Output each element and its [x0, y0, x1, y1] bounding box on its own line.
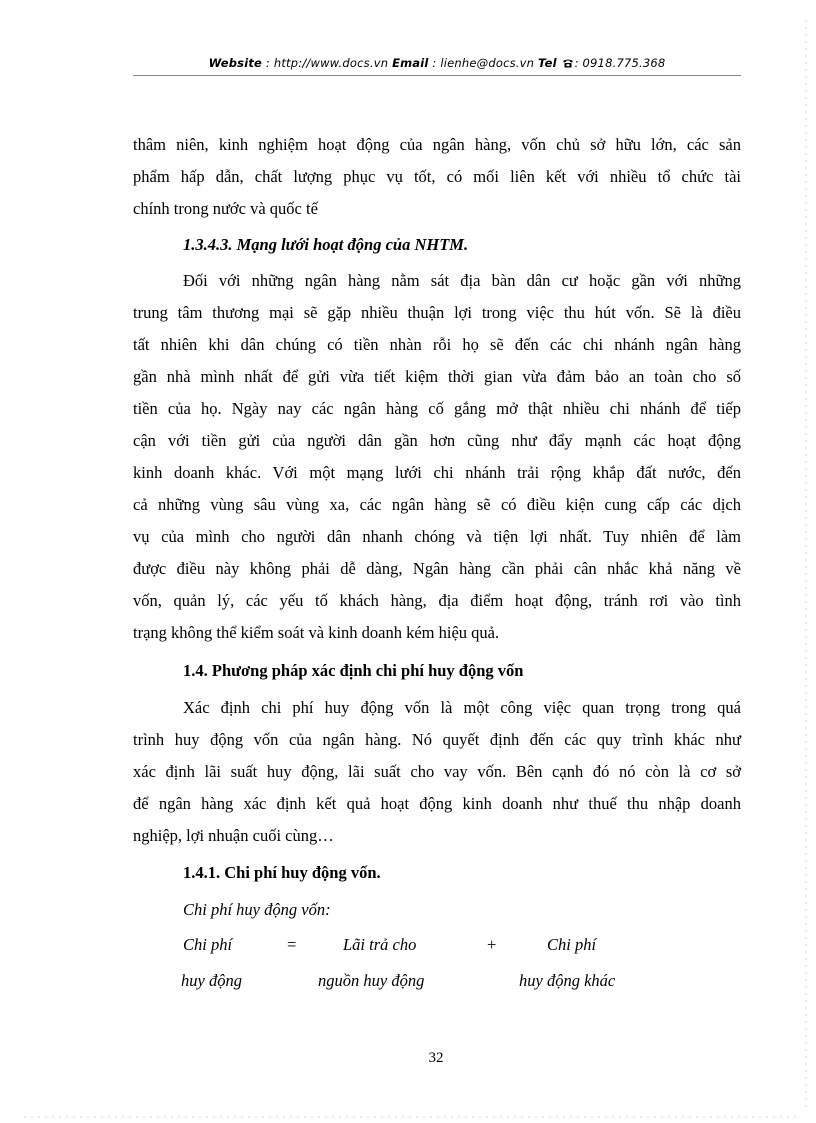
text-line: được điều này không phải dễ dàng, Ngân hàng cần phải cân nhắc khả năng về [133, 559, 741, 578]
text-line: cận với tiền gửi của người dân gần hơn cũng như đẩy mạnh các hoạt động [133, 431, 741, 450]
text-line: để ngân hàng xác định kết quả hoạt động kinh doanh như thuế thu nhập doanh [133, 794, 741, 813]
text-line: vụ của mình cho người dân nhanh chóng và tiện lợi nhất. Tuy nhiên để làm [133, 527, 741, 546]
text-line: kinh doanh khác. Với một mạng lưới chi nhánh trải rộng khắp đất nước, đến [133, 463, 741, 482]
formula-term-cost-line2: huy động [181, 971, 242, 990]
text-line: trung tâm thương mại sẽ gặp nhiều thuận lợi trong việc thu hút vốn. Sẽ là điều [133, 303, 741, 322]
text-line: chính trong nước và quốc tế [133, 199, 318, 218]
email-address[interactable]: : lienhe@docs.vn [428, 56, 539, 70]
formula-term-other-cost: Chi phí [547, 935, 597, 954]
text-line: xác định lãi suất huy động, lãi suất cho vay vốn. Bên cạnh đó nó còn là cơ sở [133, 762, 741, 781]
formula-intro: Chi phí huy động vốn: [183, 900, 331, 919]
text-line: thâm niên, kinh nghiệm hoạt động của ngân hàng, vốn chủ sở hữu lớn, các sản [133, 135, 741, 154]
text-line: phẩm hấp dẫn, chất lượng phục vụ tốt, có mối liên kết với nhiều tổ chức tài [133, 167, 741, 186]
formula-term-other-cost-line2: huy động khác [519, 971, 616, 990]
text-line: tất nhiên khi dân chúng có tiền nhàn rỗi họ sẽ đến các chi nhánh ngân hàng [133, 335, 741, 354]
text-line: nghiệp, lợi nhuận cuối cùng… [133, 826, 334, 845]
email-label: Email [392, 56, 429, 70]
text-line: vốn, quản lý, các yếu tố khách hàng, địa điểm hoạt động, tránh rơi vào tình [133, 591, 741, 610]
website-label: Website [208, 56, 263, 70]
section-heading-1-4: 1.4. Phương pháp xác định chi phí huy động vốn [183, 661, 524, 680]
page-number: 32 [428, 1050, 444, 1066]
header-divider [133, 75, 741, 76]
website-url[interactable]: : http://www.docs.vn [262, 56, 393, 70]
text-line: gần nhà mình nhất để gửi vừa tiết kiệm thời gian vừa đảm bảo an toàn cho số [133, 367, 741, 386]
formula-term-interest-line2: nguồn huy động [318, 971, 425, 990]
section-heading-1-3-4-3: 1.3.4.3. Mạng lưới hoạt động của NHTM. [183, 235, 469, 254]
tel-number: : 0918.775.368 [574, 56, 666, 70]
page-header [133, 56, 741, 70]
text-line: Xác định chi phí huy động vốn là một công việc quan trọng trong quá [183, 698, 741, 717]
text-line: trình huy động vốn của ngân hàng. Nó quyết định đến các quy trình khác như [133, 730, 741, 749]
text-line: cả những vùng sâu vùng xa, các ngân hàng sẽ có điều kiện cung cấp các dịch [133, 495, 741, 514]
text-line: tiền của họ. Ngày nay các ngân hàng cố gắng mở thật nhiều chi nhánh để tiếp [133, 399, 741, 418]
formula-plus-sign: + [487, 935, 497, 954]
formula-term-interest: Lãi trả cho [343, 935, 417, 954]
text-line: trạng không thể kiểm soát và kinh doanh kém hiệu quả. [133, 623, 500, 642]
tel-label: Tel [538, 56, 557, 70]
formula-term-cost: Chi phí [183, 935, 233, 954]
text-line: Đối với những ngân hàng nằm sát địa bàn dân cư hoặc gần với những [183, 271, 741, 290]
telephone-icon [562, 58, 574, 68]
section-heading-1-4-1: 1.4.1. Chi phí huy động vốn. [183, 863, 381, 882]
formula-equals-sign: = [287, 935, 297, 954]
